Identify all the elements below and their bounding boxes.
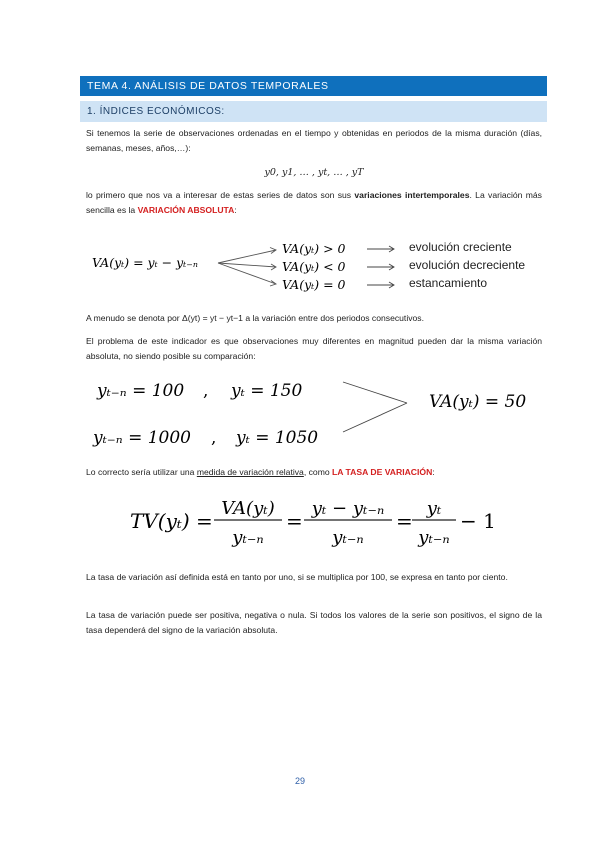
section-title: 1. ÍNDICES ECONÓMICOS: xyxy=(87,106,225,117)
example-row1-sep: , xyxy=(203,381,209,401)
tv-formula xyxy=(120,486,500,556)
frac1-denominator: yₜ₋ₙ xyxy=(232,527,264,548)
text-run: lo primero que nos va a interesar de estas series de datos son sus xyxy=(86,190,355,200)
frac1-numerator: VA(yₜ) xyxy=(221,498,275,519)
text-run: . La variación más sencilla es la xyxy=(86,190,542,215)
label-creciente: evolución creciente xyxy=(409,240,512,254)
tv-lhs: TV(yₜ) = xyxy=(130,509,213,533)
minus-one: − 1 xyxy=(460,509,496,533)
example-arrows xyxy=(343,382,407,432)
text-run: : xyxy=(432,467,435,477)
paragraph-delta: A menudo se denota por Δ(yt) = yt − yt−1 a la variación entre dos periodos consecutivos. xyxy=(86,313,424,323)
equals-sign: = xyxy=(396,509,413,533)
paragraph-units: La tasa de variación así definida está en tanto por uno, si se multiplica por 100, se expresa en tanto por ciento. xyxy=(86,572,508,582)
underlined-term: medida de variación relativa xyxy=(196,467,304,477)
frac3-denominator: yₜ₋ₙ xyxy=(418,527,450,548)
va-diagram xyxy=(80,234,550,298)
example-row2-left: yₜ₋ₙ = 1000 xyxy=(93,428,191,448)
paragraph-intro: Si tenemos la serie de observaciones ordenadas en el tiempo y obtenidas en periodos de la misma duración (días, semanas, meses, años,…): xyxy=(86,128,542,153)
example-diagram xyxy=(85,372,545,456)
example-row1-right: yₜ = 150 xyxy=(231,381,303,401)
case-positive: VA(yₜ) > 0 xyxy=(282,241,346,256)
example-row2-right: yₜ = 1050 xyxy=(236,428,319,448)
section-banner xyxy=(80,101,547,122)
series-formula: y0, y1, … , yt, … , yT xyxy=(264,167,364,178)
label-decreciente: evolución decreciente xyxy=(409,258,526,272)
paragraph-variation xyxy=(86,188,542,218)
frac3-numerator: yₜ xyxy=(426,498,442,519)
branch-arrows xyxy=(218,248,276,287)
frac2-numerator: yₜ − yₜ₋ₙ xyxy=(311,498,385,519)
highlight-term: VARIACIÓN ABSOLUTA xyxy=(137,205,235,215)
text-run: : xyxy=(234,205,237,215)
example-row1-left: yₜ₋ₙ = 100 xyxy=(97,381,185,401)
paragraph-problem: El problema de este indicador es que observaciones muy diferentes en magnitud pueden dar la misma variación absoluta, no siendo posible su comparación: xyxy=(86,336,542,361)
paragraph-relative xyxy=(86,465,542,480)
case-negative: VA(yₜ) < 0 xyxy=(282,259,346,274)
text-run: , como xyxy=(303,467,333,477)
highlight-term: LA TASA DE VARIACIÓN xyxy=(332,467,433,477)
example-result: VA(yₜ) = 50 xyxy=(429,392,527,412)
paragraph-sign: La tasa de variación puede ser positiva, negativa o nula. Si todos los valores de la serie son positivos, el signo de la tasa dependerá del signo de la variación absoluta. xyxy=(86,610,542,635)
text-run: Lo correcto sería utilizar una xyxy=(86,467,197,477)
example-row2-sep: , xyxy=(211,428,217,448)
result-arrows xyxy=(367,246,394,288)
frac2-denominator: yₜ₋ₙ xyxy=(332,527,364,548)
bold-term: variaciones intertemporales xyxy=(354,190,470,200)
chapter-title: TEMA 4. ANÁLISIS DE DATOS TEMPORALES xyxy=(87,80,329,92)
equals-sign: = xyxy=(286,509,303,533)
page-number: 29 xyxy=(294,776,305,786)
case-zero: VA(yₜ) = 0 xyxy=(282,277,346,292)
va-definition: VA(yₜ) = yₜ − yₜ₋ₙ xyxy=(92,255,198,270)
label-estancamiento: estancamiento xyxy=(409,276,488,290)
chapter-banner xyxy=(80,76,547,96)
